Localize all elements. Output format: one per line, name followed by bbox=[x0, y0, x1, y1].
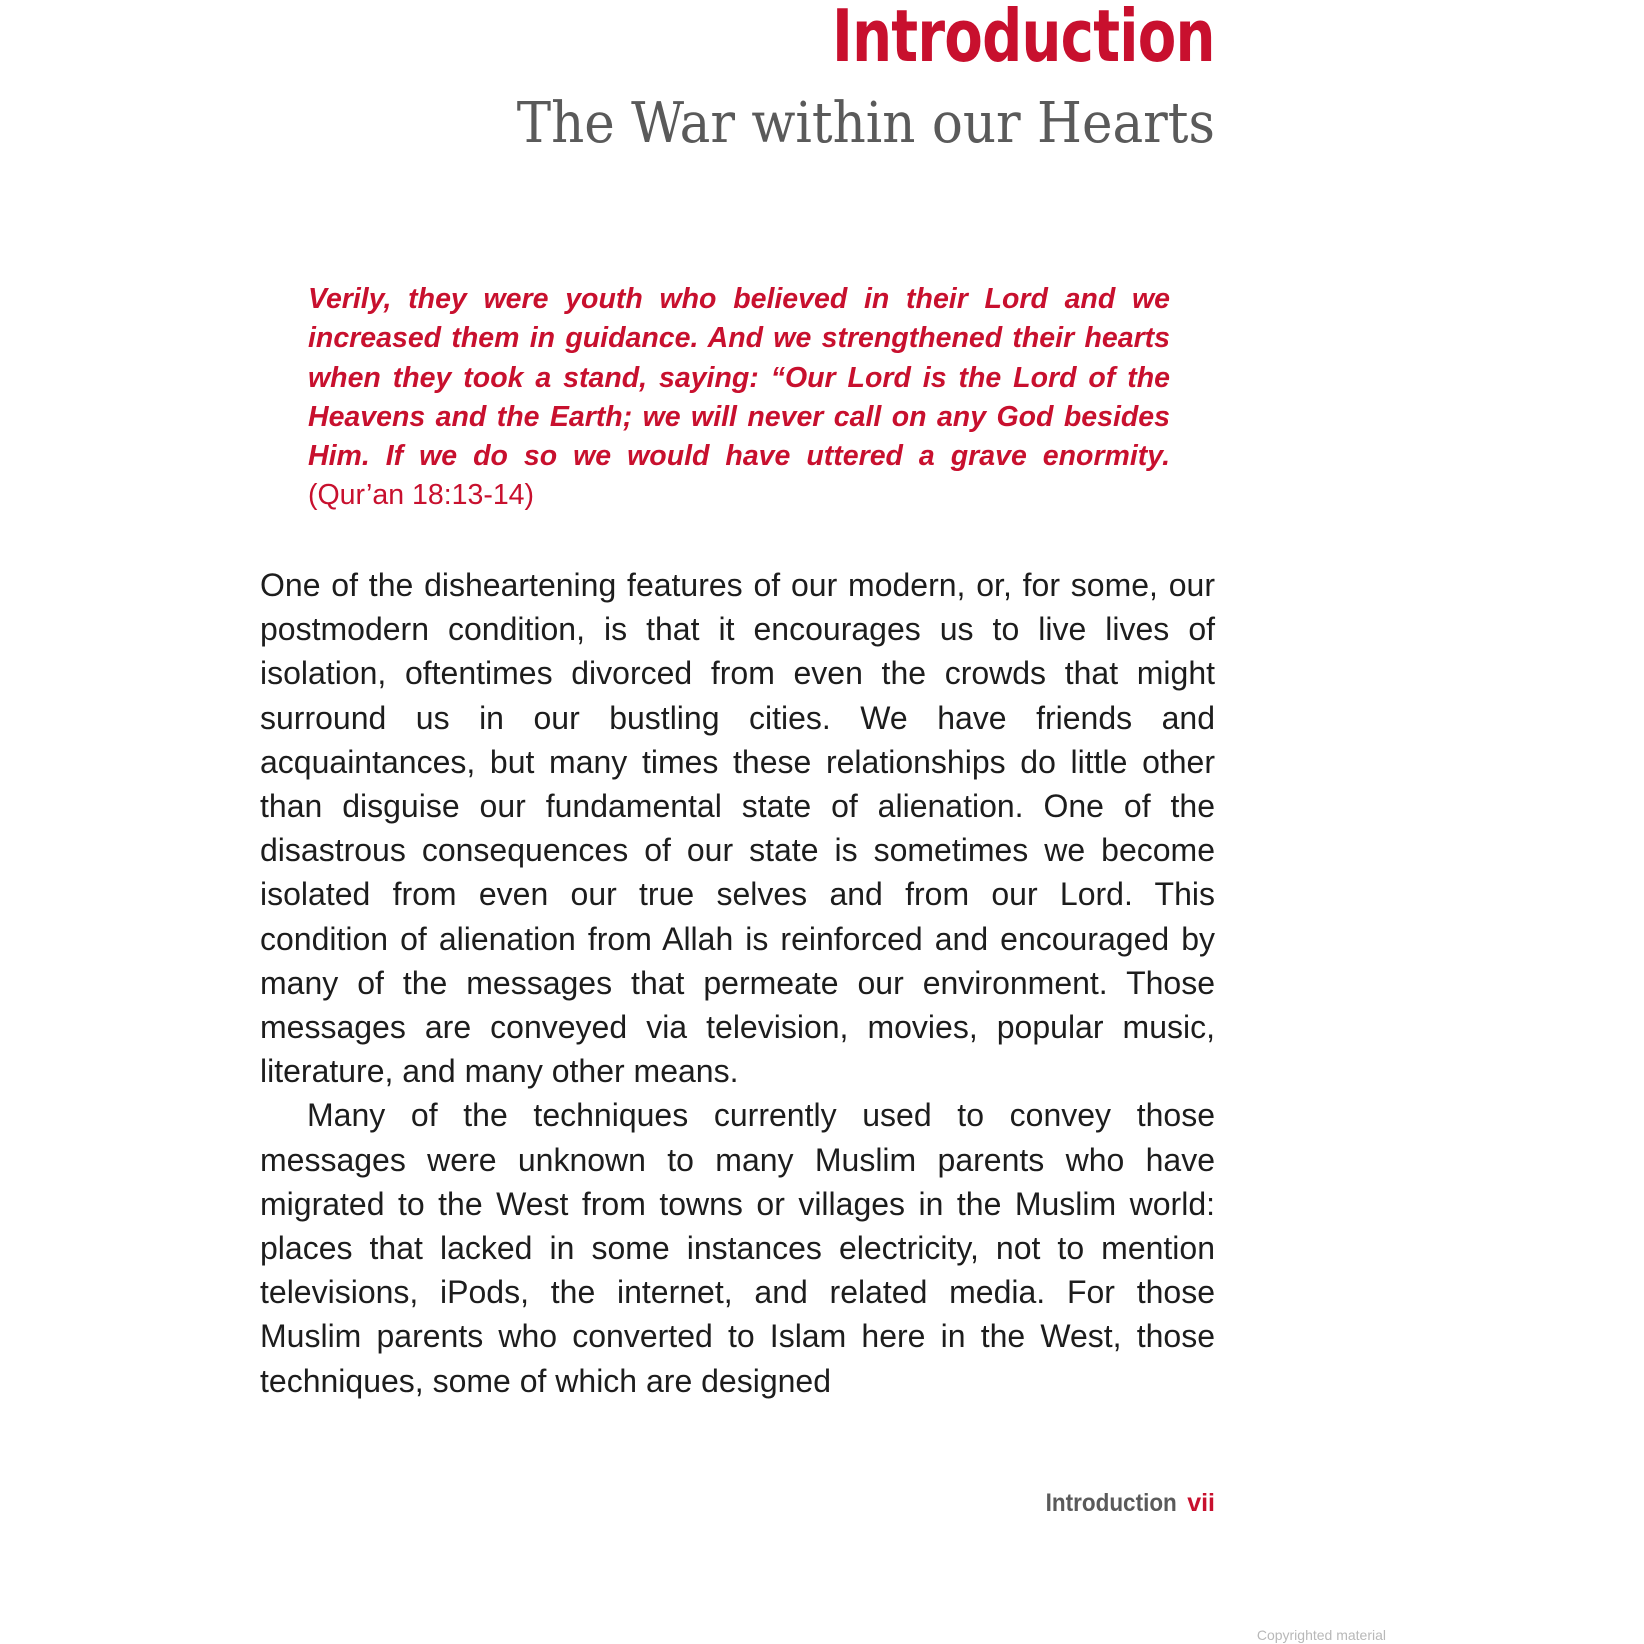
chapter-title: Introduction bbox=[832, 0, 1215, 78]
body-paragraph-1: One of the disheartening features of our modern, or, for some, our postmodern condition, is that it encourages us to live lives of isolation, oftentimes divorced from even the crowds that might surround us in our bustling cities. We have friends and acquaintances, but many times these relationships do little other than disguise our fundamental state of alienation. One of the disastrous consequences of our state is sometimes we become isolated from even our true selves and from our Lord. This condition of alienation from Allah is reinforced and encouraged by many of the messages that permeate our environment. Those messages are conveyed via television, movies, popular music, literature, and many other means. bbox=[260, 567, 1215, 1090]
epigraph bbox=[308, 280, 1170, 516]
copyright-watermark: Copyrighted material bbox=[1256, 1627, 1386, 1643]
epigraph-quote: Verily, they were youth who believed in their Lord and we increased them in guidance. And we strengthened their hearts when they took a stand, saying: “Our Lord is the Lord of the Heavens and the Earth; we will never call on any God besides Him. If we do so we would have uttered a grave enormity. bbox=[308, 283, 1170, 473]
page-number: vii bbox=[1187, 1489, 1215, 1517]
epigraph-citation: (Qur’an 18:13-14) bbox=[308, 479, 535, 512]
running-footer-title: Introduction bbox=[1045, 1489, 1178, 1517]
chapter-subtitle: The War within our Hearts bbox=[516, 91, 1215, 156]
body-text bbox=[260, 563, 1215, 1403]
running-footer bbox=[1031, 1486, 1215, 1520]
body-paragraph-2: Many of the techniques currently used to convey those messages were unknown to many Muslim parents who have migrated to the West from towns or villages in the Muslim world: places that lacked in some instances electricity, not to mention televisions, iPods, the internet, and related media. For those Muslim parents who converted to Islam here in the West, those techniques, some of which are designed bbox=[260, 1097, 1215, 1399]
